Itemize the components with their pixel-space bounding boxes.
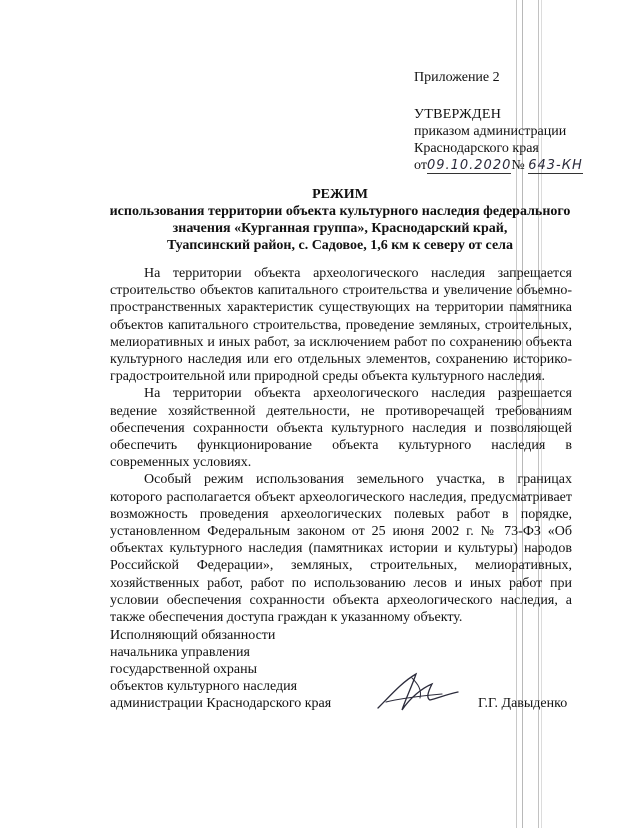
order-date-line <box>414 157 583 174</box>
subtitle-line-1: использования территории объекта культурного наследия федерального <box>109 204 571 219</box>
order-from-label: от <box>414 158 427 173</box>
signer-position-line: государственной охраны <box>110 662 258 677</box>
handwritten-signature <box>372 668 462 716</box>
signer-position-line: администрации Краснодарского края <box>110 696 332 711</box>
approval-block <box>414 106 583 174</box>
signer-position-line: Исполняющий обязанности <box>110 628 276 643</box>
document-body <box>110 265 572 626</box>
order-line-2: Краснодарского края <box>414 141 539 156</box>
paragraph: Особый режим использования земельного участка, в границах которого располагается объект археологического наследия, предусматривает возможность проведения археологических полевых работ в порядке, установленном Федеральным законом от 25 июня 2002 г. № 73-ФЗ «Об объектах культурного наследия (памятниках истории и культуры) народов Российской Федерации», земляных, строительных, мелиоративных, хозяйственных работ, работ по использованию лесов и иных работ при условии обеспечения сохранности объекта археологического наследия, а также обеспечения доступа граждан к указанному объекту. <box>110 472 572 626</box>
appendix-label: Приложение 2 <box>414 70 500 85</box>
document-subtitle <box>100 203 580 254</box>
subtitle-line-3: Туапсинский район, с. Садовое, 1,6 км к северу от села <box>166 238 514 253</box>
document-title: РЕЖИМ <box>312 187 368 202</box>
signer-position-line: объектов культурного наследия <box>110 679 298 694</box>
approved-heading: УТВЕРЖДЕН <box>414 107 502 122</box>
signer-name: Г.Г. Давыденко <box>478 696 568 711</box>
signer-position-line: начальника управления <box>110 645 250 660</box>
subtitle-line-2: значения «Курганная группа», Краснодарский край, <box>172 221 508 236</box>
order-date: 09.10.2020 <box>426 158 512 173</box>
paragraph: На территории объекта археологического наследия запрещается строительство объектов капитального строительства и увеличение объемно-пространственных характеристик существующих на территории памятника объектов капитального строительства, проведение земляных, строительных, мелиоративных и иных работ, за исключением работ по сохранению объекта культурного наследия или его отдельных элементов, сохранению историко-градостроительной или природной среды объекта культурного наследия. <box>110 266 572 385</box>
order-line-1: приказом администрации <box>414 124 567 139</box>
order-number: 643-КН <box>528 158 583 173</box>
signer-block <box>110 627 331 712</box>
order-number-sign: № <box>511 158 525 173</box>
paragraph: На территории объекта археологического наследия разрешается ведение хозяйственной деятельности, не противоречащей требованиям обеспечения сохранности объекта культурного наследия и позволяющей обеспечить функционирование объекта культурного наследия в современных условиях. <box>110 386 572 471</box>
